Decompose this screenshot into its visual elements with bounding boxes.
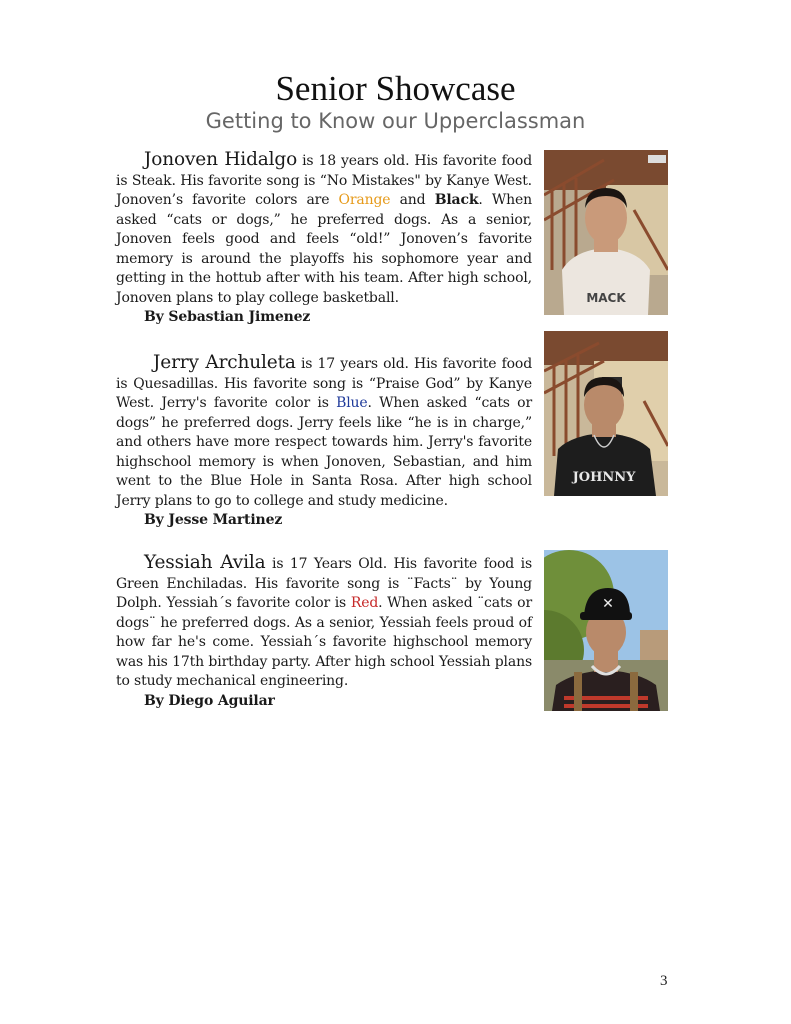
byline: By Jesse Martinez (144, 512, 283, 528)
page-number: 3 (660, 973, 668, 989)
profile-yessiah (116, 553, 532, 711)
favorite-color-orange: Orange (338, 192, 391, 208)
profile-text: Jerry Archuleta is 17 years old. His favorite food is Quesadillas. His favorite song is “Praise God” by Kanye West. Jerry's favorite color is Blue. When asked “cats or dogs” he preferred dogs. Jerry feels like “he is in charge,” and others have more respect towards him. Jerry's favorite highschool memory is when Jonoven, Sebastian, and him went to the Blue Hole in Santa Rosa. After high school Jerry plans to go to college and study medicine. (116, 352, 533, 509)
page-title: Senior Showcase (275, 69, 516, 108)
student-name: Yessiah Avila (144, 552, 266, 573)
student-name: Jerry Archuleta (153, 352, 296, 373)
byline: By Sebastian Jimenez (144, 309, 311, 325)
student-name: Jonoven Hidalgo (144, 149, 298, 170)
photo-yessiah (544, 550, 668, 711)
profile-jonoven (116, 150, 532, 328)
shirt-text: JOHNNY (572, 470, 636, 485)
shirt-text: MACK (586, 291, 626, 305)
svg-text:✕: ✕ (602, 596, 614, 612)
profile-jerry (116, 353, 532, 531)
favorite-color-black: Black (434, 192, 479, 208)
favorite-color-red: Red (350, 595, 379, 611)
photo-jerry (544, 331, 668, 496)
profile-text: Yessiah Avila is 17 Years Old. His favorite food is Green Enchiladas. His favorite song is ¨Facts¨ by Young Dolph. Yessiah´s favorite color is Red. When asked ¨cats or dogs¨ he preferred dogs. As a senior, Yessiah feels proud of how far he's come. Yessiah´s favorite highschool memory was his 17th birthday party. After high school Yessiah plans to study mechanical engineering. (116, 552, 532, 689)
photo-jonoven (544, 150, 668, 315)
favorite-color-blue: Blue (336, 395, 368, 411)
byline: By Diego Aguilar (144, 692, 275, 709)
page-subtitle: Getting to Know our Upperclassman (205, 109, 586, 133)
profile-text: Jonoven Hidalgo is 18 years old. His favorite food is Steak. His favorite song is “No Mistakes" by Kanye West. Jonoven’s favorite colors are Orange and Black. When asked “cats or dogs,” he preferred dogs. As a senior, Jonoven feels good and feels “old!” Jonoven’s favorite memory is around the playoffs his sophomore year and getting in the hottub after with his team. After high school, Jonoven plans to play college basketball. (116, 149, 533, 306)
